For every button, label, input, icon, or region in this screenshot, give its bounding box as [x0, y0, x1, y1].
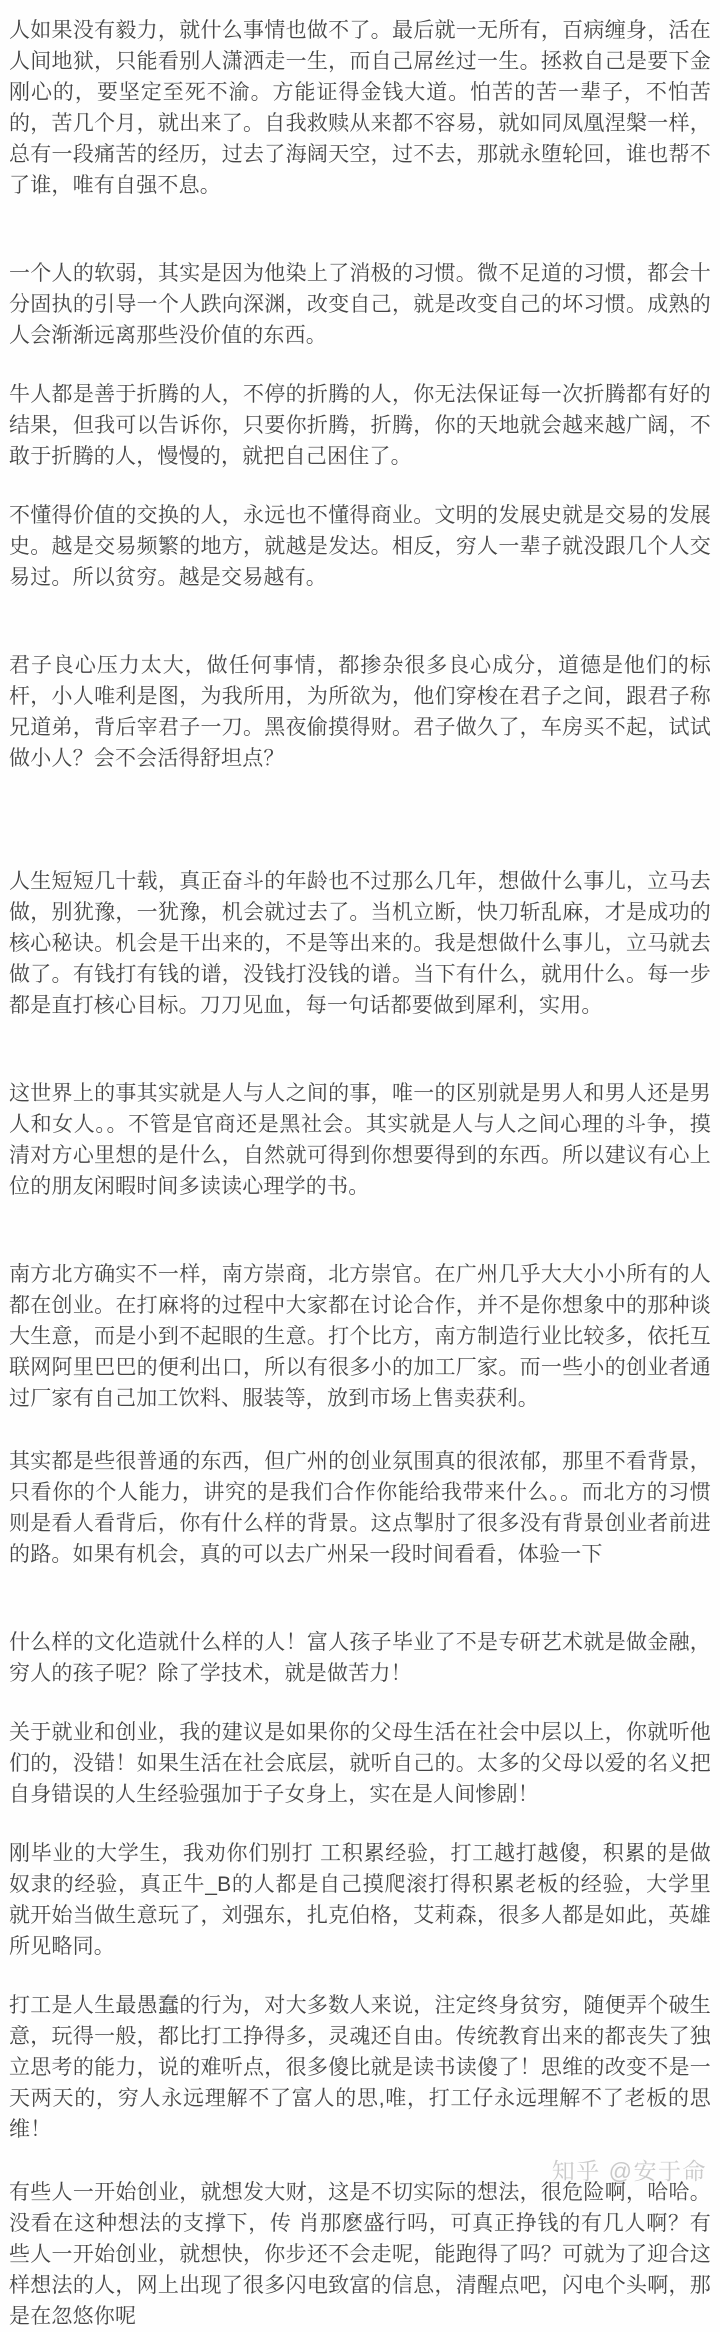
paragraph: 君子良心压力太大，做任何事情，都掺杂很多良心成分，道德是他们的标杆，小人唯利是图，为我所用，为所欲为，他们穿梭在君子之间，跟君子称兄道弟，背后宰君子一刀。黑夜偷摸得财。君子做久了，车房买不起，试试做小人？会不会活得舒坦点？: [9, 654, 711, 770]
paragraph: 南方北方确实不一样，南方崇商，北方崇官。在广州几乎大大小小所有的人都在创业。在打麻将的过程中大家都在讨论合作，并不是你想象中的那种谈大生意，而是小到不起眼的生意。打个比方，南方制造行业比较多，依托互联网阿里巴巴的便利出口，所以有很多小的加工厂家。而一些小的创业者通过厂家有自己加工饮料、服装等，放到市场上售卖获利。: [9, 1263, 711, 1410]
paragraph: 人如果没有毅力，就什么事情也做不了。最后就一无所有，百病缠身，活在人间地狱，只能看别人潇洒走一生，而自己屌丝过一生。拯救自己是要下金刚心的，要坚定至死不渝。方能证得金钱大道。怕苦的苦一辈子，不怕苦的，苦几个月，就出来了。自我救赎从来都不容易，就如同凤凰涅槃一样，总有一段痛苦的经历，过去了海阔天空，过不去，那就永堕轮回，谁也帮不了谁，唯有自强不息。: [9, 19, 711, 197]
paragraph: 这世界上的事其实就是人与人之间的事，唯一的区别就是男人和男人还是男人和女人。。不管是官商还是黑社会。其实就是人与人之间心理的斗争，摸清对方心里想的是什么，自然就可得到你想要得到的东西。所以建议有心上位的朋友闲暇时间多读读心理学的书。: [9, 1082, 711, 1198]
paragraph: 刚毕业的大学生，我劝你们别打 工积累经验，打工越打越傻，积累的是做奴隶的经验，真正牛_B的人都是自己摸爬滚打得积累老板的经验，大学里就开始当做生意玩了，刘强东，扎克伯格，艾莉森，很多人都是如此，英雄所见略同。: [9, 1842, 711, 1958]
paragraph: 打工是人生最愚蠢的行为，对大多数人来说，注定终身贫穷，随便弄个破生意，玩得一般，都比打工挣得多，灵魂还自由。传统教育出来的都丧失了独立思考的能力，说的难听点，很多傻比就是读书读傻了！思维的改变不是一天两天的，穷人永远理解不了富人的思,唯，打工仔永远理解不了老板的思维！: [9, 1994, 711, 2141]
paragraph: 什么样的文化造就什么样的人！富人孩子毕业了不是专研艺术就是做金融，穷人的孩子呢？除了学技术，就是做苦力！: [9, 1631, 711, 1685]
paragraph: 牛人都是善于折腾的人，不停的折腾的人，你无法保证每一次折腾都有好的结果，但我可以告诉你，只要你折腾，折腾，你的天地就会越来越广阔，不敢于折腾的人，慢慢的，就把自己困住了。: [9, 383, 711, 468]
paragraph: 人生短短几十载，真正奋斗的年龄也不过那么几年，想做什么事儿，立马去做，别犹豫，一犹豫，机会就过去了。当机立断，快刀斩乱麻，才是成功的核心秘诀。机会是干出来的，不是等出来的。我是想做什么事儿，立马就去做了。有钱打有钱的谱，没钱打没钱的谱。当下有什么，就用什么。每一步都是直打核心目标。刀刀见血，每一句话都要做到犀利，实用。: [9, 870, 711, 1017]
paragraph: 不懂得价值的交换的人，永远也不懂得商业。文明的发展史就是交易的发展史。越是交易频繁的地方，就越是发达。相反，穷人一辈子就没跟几个人交易过。所以贫穷。越是交易越有。: [9, 504, 711, 589]
paragraph: 其实都是些很普通的东西，但广州的创业氛围真的很浓郁，那里不看背景，只看你的个人能力，讲究的是我们合作你能给我带来什么。。而北方的习惯则是看人看背后，你有什么样的背景。这点掣肘了很多没有背景创业者前进的路。如果有机会，真的可以去广州呆一段时间看看，体验一下: [9, 1450, 711, 1566]
paragraph: 关于就业和创业，我的建议是如果你的父母生活在社会中层以上，你就听他们的，没错！如果生活在社会底层，就听自己的。太多的父母以爱的名义把自身错误的人生经验强加于子女身上，实在是人间惨剧！: [9, 1721, 711, 1806]
paragraph: 有些人一开始创业，就想发大财，这是不切实际的想法，很危险啊，哈哈。没看在这种想法的支撑下，传 肖那麽盛行吗，可真正挣钱的有几人啊？有些人一开始创业，就想快，你步还不会走呢，能跑得了吗？可就为了迎合这样想法的人，网上出现了很多闪电致富的信息，清醒点吧，闪电个头啊，那是在忽悠你呢: [9, 2181, 711, 2328]
zhihu-watermark: 知乎 @安于命: [551, 2158, 707, 2184]
paragraph: 一个人的软弱，其实是因为他染上了消极的习惯。微不足道的习惯，都会十分固执的引导一个人跌向深渊，改变自己，就是改变自己的坏习惯。成熟的人会渐渐远离那些没价值的东西。: [9, 262, 711, 347]
